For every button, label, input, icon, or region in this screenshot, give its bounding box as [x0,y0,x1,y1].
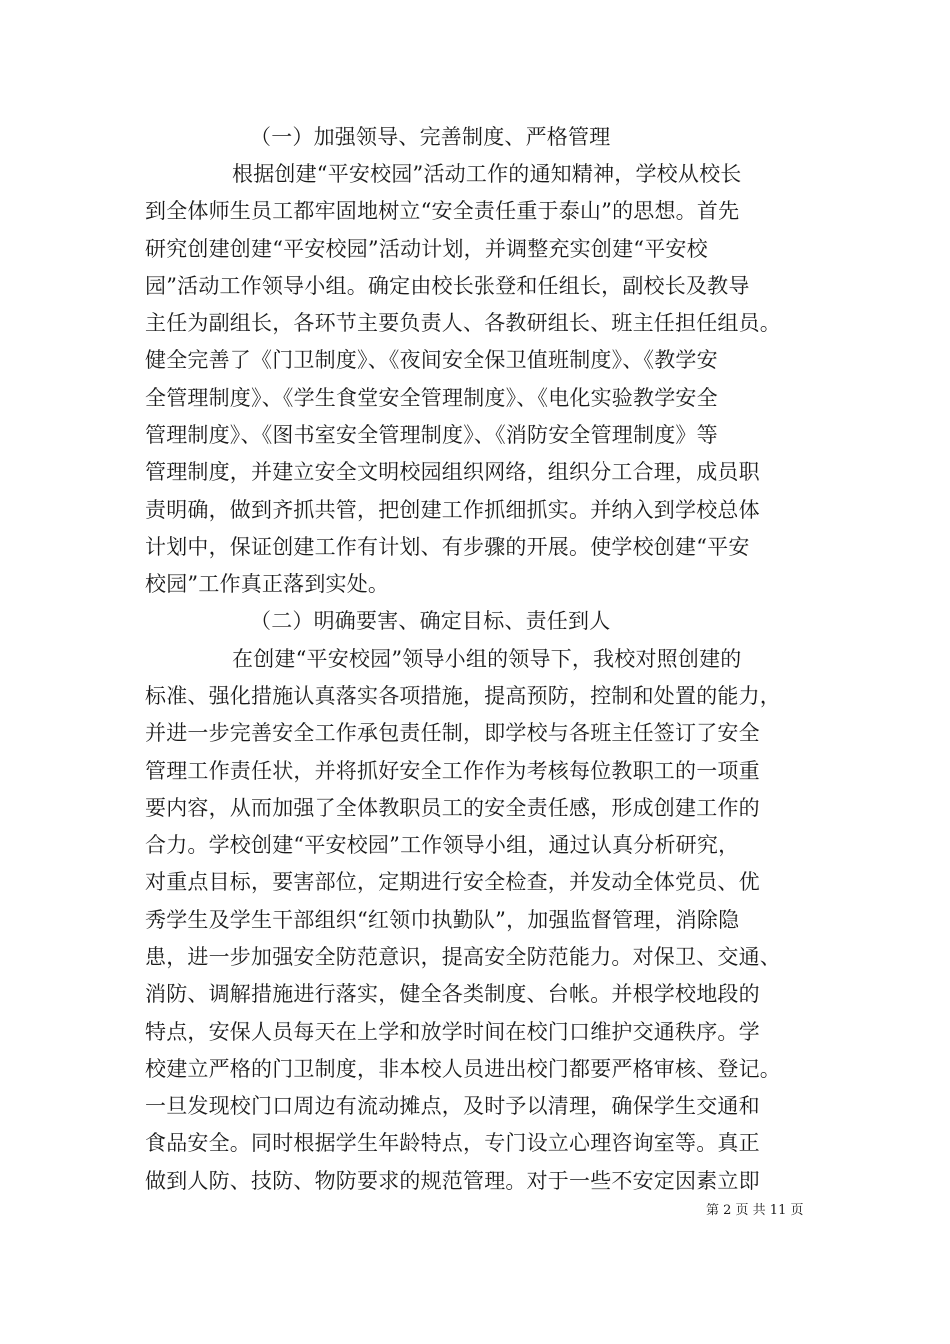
page-number-footer: 第 2 页 共 11 页 [706,1203,804,1218]
paragraph-line: 特点，安保人员每天在上学和放学时间在校门口维护交通秩序。学 [145,1020,760,1044]
paragraph-line: 主任为副组长，各环节主要负责人、各教研组长、班主任担任组员。 [145,311,781,335]
paragraph-line: 一旦发现校门口周边有流动摊点，及时予以清理，确保学生交通和 [145,1094,760,1118]
paragraph-line: 对重点目标，要害部位，定期进行安全检查，并发动全体党员、优 [145,870,760,894]
paragraph-line: 食品安全。同时根据学生年龄特点，专门设立心理咨询室等。真正 [145,1131,760,1155]
section-heading-2: （二）明确要害、确定目标、责任到人 [250,609,611,633]
paragraph-line: 健全完善了《门卫制度》、《夜间安全保卫值班制度》、《教学安 [145,348,718,372]
paragraph-line: 到全体师生员工都牢固地树立“安全责任重于泰山”的思想。首先 [145,199,740,223]
section-heading-1: （一）加强领导、完善制度、严格管理 [250,125,611,149]
paragraph-line: 秀学生及学生干部组织“红领巾执勤队”，加强监督管理，消除隐 [145,908,740,932]
paragraph-line: 校园”工作真正落到实处。 [145,572,390,596]
paragraph-line: 做到人防、技防、物防要求的规范管理。对于一些不安定因素立即 [145,1169,760,1193]
paragraph-line: 在创建“平安校园”领导小组的领导下，我校对照创建的 [232,647,742,671]
paragraph-line: 研究创建创建“平安校园”活动计划，并调整充实创建“平安校 [145,237,708,261]
paragraph-line: 合力。学校创建“平安校园”工作领导小组，通过认真分析研究， [145,833,740,857]
paragraph-line: 根据创建“平安校园”活动工作的通知精神，学校从校长 [232,162,742,186]
paragraph-line: 管理制度，并建立安全文明校园组织网络，组织分工合理，成员职 [145,460,760,484]
paragraph-line: 责明确，做到齐抓共管，把创建工作抓细抓实。并纳入到学校总体 [145,498,760,522]
paragraph-line: 计划中，保证创建工作有计划、有步骤的开展。使学校创建“平安 [145,535,750,559]
paragraph-line: 要内容，从而加强了全体教职员工的安全责任感，形成创建工作的 [145,796,760,820]
paragraph-line: 全管理制度》、《学生食堂安全管理制度》、《电化实验教学安全 [145,386,718,410]
paragraph-line: 管理工作责任状，并将抓好安全工作作为考核每位教职工的一项重 [145,759,760,783]
paragraph-line: 标准、强化措施认真落实各项措施，提高预防，控制和处置的能力， [145,684,781,708]
paragraph-line: 患，进一步加强安全防范意识，提高安全防范能力。对保卫、交通、 [145,945,781,969]
paragraph-line: 园”活动工作领导小组。确定由校长张登和任组长，副校长及教导 [145,274,750,298]
paragraph-line: 管理制度》、《图书室安全管理制度》、《消防安全管理制度》等 [145,423,718,447]
paragraph-line: 消防、调解措施进行落实，健全各类制度、台帐。并根学校地段的 [145,982,760,1006]
paragraph-line: 并进一步完善安全工作承包责任制，即学校与各班主任签订了安全 [145,721,760,745]
paragraph-line: 校建立严格的门卫制度，非本校人员进出校门都要严格审核、登记。 [145,1057,781,1081]
